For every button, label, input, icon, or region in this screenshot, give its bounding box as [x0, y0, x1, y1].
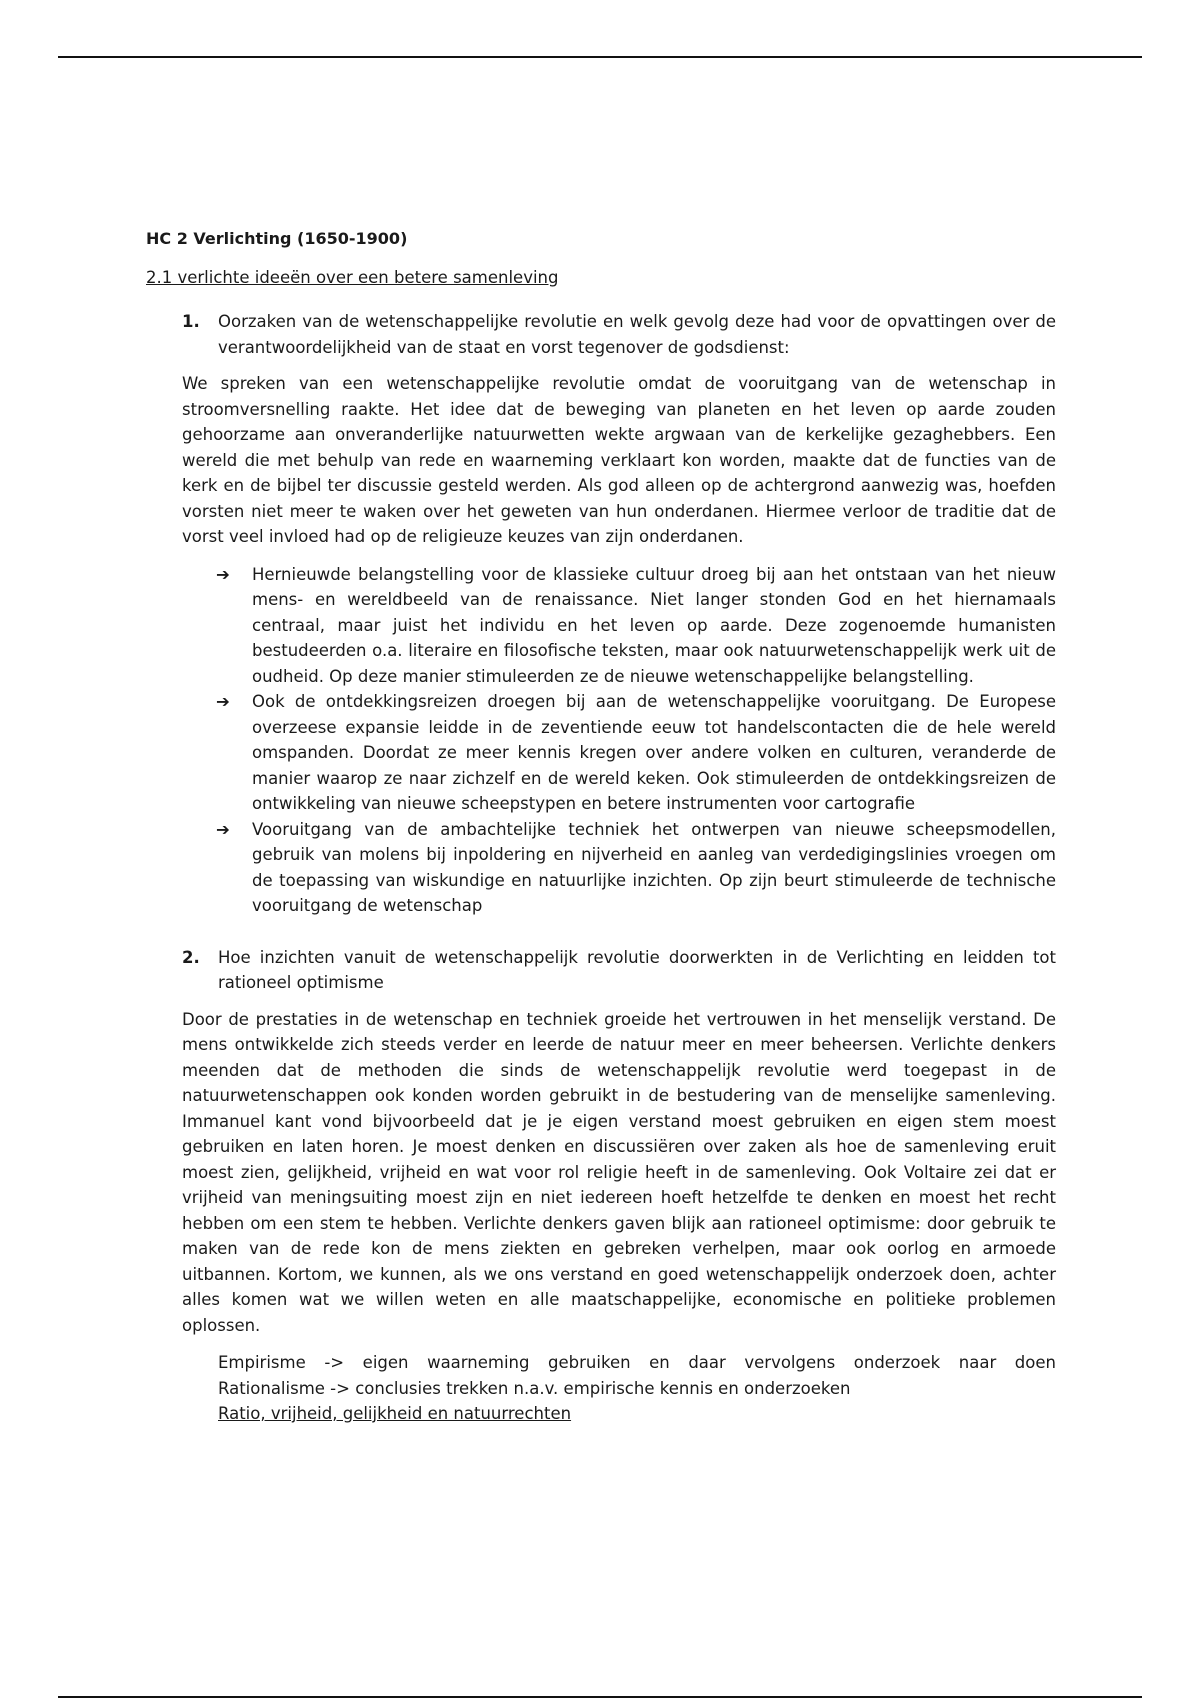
- question-2-paragraph: Door de prestaties in de wetenschap en techniek groeide het vertrouwen in het menselijk verstand. De mens ontwikkelde zich steeds verder en leerde de natuur meer en meer beheersen. Verlichte denkers meenden dat de methoden die sinds de wetenschappelijk revolutie werd toegepast in de natuurwetenschappen ook konden worden gebruikt in de bestudering van de menselijke samenleving. Immanuel kant vond bijvoorbeeld dat je je eigen verstand moest gebruiken en eigen stem moest gebruiken en laten horen. Je moest denken en discussiëren over zaken als hoe de samenleving eruit moest zien, gelijkheid, vrijheid en wat voor rol religie heeft in de samenleving. Ook Voltaire zei dat er vrijheid van meningsuiting moest zijn en niet iedereen hoeft hetzelfde te denken en moest het recht hebben om een stem te hebben. Verlichte denkers gaven blijk aan rationeel optimisme: door gebruik te maken van de rede kon de mens ziekten en gebreken verhelpen, maar ook oorlog en armoede uitbannen. Kortom, we kunnen, als we ons verstand en goed wetenschappelijk onderzoek doen, achter alles komen wat we willen weten en alle maatschappelijke, economische en politieke problemen oplossen.: [182, 1009, 1056, 1335]
- list-item: [216, 817, 1056, 919]
- terms-list: [218, 1350, 1056, 1427]
- question-1-number: 1.: [182, 312, 200, 331]
- question-1-paragraph: We spreken van een wetenschappelijke revolutie omdat de vooruitgang van de wetenschap in stroomversnelling raakte. Het idee dat de beweging van planeten en het leven op aarde zouden gehoorzame aan onveranderlijke natuurwetten wekte argwaan van de kerkelijke gezaghebbers. Een wereld die met behulp van rede en waarneming verklaart kon worden, maakte dat de functies van de kerk en de bijbel ter discussie gesteld werden. Als god alleen op de achtergrond aanwezig was, hoefden vorsten niet meer te waken over het geweten van hun onderdanen. Hiermee verloor de traditie dat de vorst veel invloed had op de religieuze keuzes van zijn onderdanen.: [182, 374, 1056, 546]
- document-body: [146, 226, 1056, 1427]
- arrow-right-icon: ➔: [216, 692, 230, 711]
- question-1-bullet-list: [216, 562, 1056, 919]
- footer-rule: [58, 1696, 1142, 1698]
- section-heading: 2.1 verlichte ideeën over een betere samenleving: [146, 267, 559, 287]
- bullet-text: Vooruitgang van de ambachtelijke techniek het ontwerpen van nieuwe scheepsmodellen, gebruik van molens bij inpoldering en nijverheid en aanleg van verdedigingslinies vroegen om de toepassing van wiskundige en natuurlijke inzichten. Op zijn beurt stimuleerde de technische vooruitgang de wetenschap: [252, 819, 1056, 915]
- question-2-text: Hoe inzichten vanuit de wetenschappelijk revolutie doorwerkten in de Verlichting en leidden tot rationeel optimisme: [218, 947, 1056, 992]
- bullet-text: Hernieuwde belangstelling voor de klassieke cultuur droeg bij aan het ontstaan van het nieuw mens- en wereldbeeld van de renaissance. Niet langer stonden God en het hiernamaals centraal, maar juist het individu en het leven op aarde. Deze zogenoemde humanisten bestudeerden o.a. literaire en filosofische teksten, maar ook natuurwetenschappelijk werk uit de oudheid. Op deze manier stimuleerden ze de nieuwe wetenschappelijke belangstelling.: [252, 564, 1056, 686]
- term-ratio: Ratio, vrijheid, gelijkheid en natuurrechten: [218, 1404, 572, 1423]
- question-2-number: 2.: [182, 947, 200, 967]
- header-rule: [58, 56, 1142, 58]
- question-2: [182, 945, 1056, 996]
- question-1-text: Oorzaken van de wetenschappelijke revolutie en welk gevolg deze had voor de opvattingen over de verantwoordelijkheid van de staat en vorst tegenover de godsdienst:: [218, 312, 1056, 357]
- arrow-right-icon: ➔: [216, 819, 230, 839]
- document-title: HC 2 Verlichting (1650-1900): [146, 229, 408, 248]
- question-1: [182, 309, 1056, 360]
- bullet-text: Ook de ontdekkingsreizen droegen bij aan de wetenschappelijke vooruitgang. De Europese overzeese expansie leidde in de zeventiende eeuw tot handelscontacten die de hele wereld omspanden. Doordat ze meer kennis kregen over andere volken en culturen, veranderde de manier waarop ze naar zichzelf en de wereld keken. Ook stimuleerden de ontdekkingsreizen de ontwikkeling van nieuwe scheepstypen en betere instrumenten voor cartografie: [252, 692, 1056, 813]
- list-item: [216, 689, 1056, 817]
- arrow-right-icon: ➔: [216, 564, 230, 584]
- term-rationalisme: Rationalisme -> conclusies trekken n.a.v. empirische kennis en onderzoeken: [218, 1378, 851, 1398]
- list-item: [216, 562, 1056, 690]
- term-empirisme: Empirisme -> eigen waarneming gebruiken en daar vervolgens onderzoek naar doen: [218, 1353, 1056, 1372]
